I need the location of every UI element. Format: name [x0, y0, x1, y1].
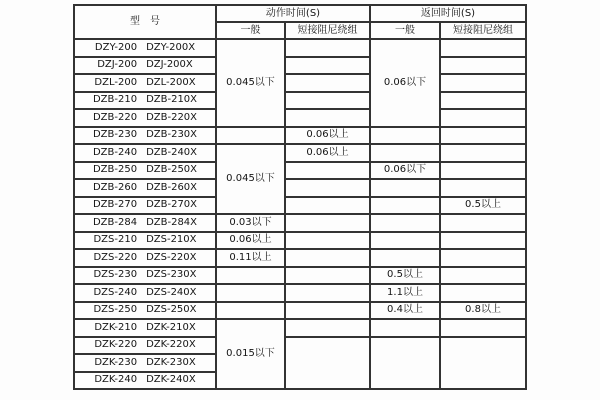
header-return-damping: 短接阻尼绕组 [440, 22, 526, 39]
model-name-x: DZB-240X [146, 146, 198, 158]
model-name: DZK-220 [94, 339, 138, 351]
header-action-general: 一般 [216, 22, 285, 39]
model-name: DZB-250 [92, 164, 138, 176]
model-name-x: DZK-240X [146, 374, 196, 386]
act-damp-cell [285, 337, 370, 390]
model-cell [74, 284, 216, 302]
model-name: DZB-260 [92, 181, 138, 193]
model-cell [74, 372, 216, 390]
act-damp-cell: 0.06以上 [285, 127, 370, 145]
ret-gen-cell: 0.5以上 [370, 267, 440, 285]
ret-damp-cell [440, 319, 526, 337]
act-damp-cell [285, 267, 370, 285]
model-name-x: DZB-270X [146, 199, 198, 211]
ret-damp-cell [440, 162, 526, 180]
ret-gen-cell [370, 144, 440, 162]
header-return-time: 返回时间(S) [370, 5, 526, 22]
table-row [74, 249, 526, 267]
model-name-x: DZS-220X [146, 251, 197, 263]
table-row [74, 39, 526, 57]
ret-damp-cell [440, 144, 526, 162]
ret-damp-cell [440, 284, 526, 302]
act-damp-cell [285, 249, 370, 267]
act-damp-cell [285, 284, 370, 302]
ret-damp-cell [440, 232, 526, 250]
model-name-x: DZL-200X [146, 76, 196, 88]
act-damp-cell [285, 39, 370, 57]
model-cell [74, 109, 216, 127]
table-row [74, 179, 526, 197]
header-return-general: 一般 [370, 22, 440, 39]
table-row [74, 267, 526, 285]
ret-damp-cell [440, 92, 526, 110]
model-name: DZS-210 [93, 234, 138, 246]
act-damp-cell: 0.06以上 [285, 144, 370, 162]
model-cell [74, 232, 216, 250]
header-action-damping: 短接阻尼绕组 [285, 22, 370, 39]
model-name: DZS-220 [93, 251, 138, 263]
act-gen-cell: 0.045以下 [216, 39, 285, 127]
model-cell [74, 214, 216, 232]
table-row [74, 197, 526, 215]
model-cell [74, 127, 216, 145]
model-cell [74, 179, 216, 197]
table-row [74, 302, 526, 320]
model-name: DZB-220 [92, 111, 138, 123]
model-name-x: DZY-200X [146, 41, 196, 53]
model-name: DZK-210 [94, 321, 138, 333]
ret-damp-cell [440, 74, 526, 92]
model-name-x: DZB-230X [146, 129, 198, 141]
table-row [74, 232, 526, 250]
spec-table [73, 4, 527, 390]
ret-damp-cell [440, 39, 526, 57]
act-gen-cell: 0.045以下 [216, 144, 285, 214]
model-name: DZY-200 [94, 41, 138, 53]
ret-damp-cell [440, 179, 526, 197]
act-damp-cell [285, 109, 370, 127]
model-name: DZK-240 [94, 374, 138, 386]
ret-gen-cell: 0.06以下 [370, 162, 440, 180]
table-row [74, 127, 526, 145]
act-damp-cell [285, 214, 370, 232]
model-name: DZL-200 [94, 76, 138, 88]
act-gen-cell [216, 302, 285, 320]
act-gen-cell [216, 267, 285, 285]
ret-gen-cell [370, 319, 440, 337]
ret-damp-cell [440, 249, 526, 267]
table-row [74, 284, 526, 302]
model-cell [74, 354, 216, 372]
model-name: DZB-230 [92, 129, 138, 141]
model-name-x: DZS-230X [146, 269, 197, 281]
ret-gen-cell: 1.1以上 [370, 284, 440, 302]
model-name: DZS-230 [93, 269, 138, 281]
ret-gen-cell [370, 232, 440, 250]
header-row-1 [74, 5, 526, 22]
ret-gen-cell: 0.4以上 [370, 302, 440, 320]
act-damp-cell [285, 162, 370, 180]
model-name: DZB-284 [92, 216, 138, 228]
model-name-x: DZS-250X [146, 304, 197, 316]
header-model: 型 号 [74, 5, 216, 39]
model-name: DZK-230 [94, 356, 138, 368]
act-damp-cell [285, 319, 370, 337]
model-name-x: DZS-210X [146, 234, 197, 246]
model-name-x: DZB-284X [146, 216, 198, 228]
ret-gen-cell [370, 127, 440, 145]
act-gen-cell [216, 284, 285, 302]
ret-damp-cell [440, 267, 526, 285]
model-cell [74, 337, 216, 355]
model-name: DZB-270 [92, 199, 138, 211]
ret-damp-cell [440, 57, 526, 75]
model-cell [74, 249, 216, 267]
ret-damp-cell [440, 214, 526, 232]
ret-gen-cell [370, 179, 440, 197]
act-damp-cell [285, 57, 370, 75]
model-cell [74, 39, 216, 57]
model-name-x: DZB-250X [146, 164, 198, 176]
ret-damp-cell: 0.5以上 [440, 197, 526, 215]
ret-damp-cell [440, 109, 526, 127]
table-row [74, 109, 526, 127]
model-name-x: DZB-260X [146, 181, 198, 193]
model-name-x: DZK-230X [146, 356, 196, 368]
table-row [74, 92, 526, 110]
ret-gen-cell [370, 197, 440, 215]
act-gen-cell: 0.015以下 [216, 319, 285, 389]
model-cell [74, 144, 216, 162]
model-name: DZS-250 [93, 304, 138, 316]
ret-gen-cell [370, 249, 440, 267]
table-row [74, 319, 526, 337]
table-row [74, 57, 526, 75]
table-row [74, 162, 526, 180]
header-action-time: 动作时间(S) [216, 5, 370, 22]
act-damp-cell [285, 74, 370, 92]
model-cell [74, 74, 216, 92]
model-name-x: DZJ-200X [146, 59, 193, 71]
act-gen-cell: 0.03以下 [216, 214, 285, 232]
act-damp-cell [285, 232, 370, 250]
act-damp-cell [285, 197, 370, 215]
ret-damp-cell [440, 127, 526, 145]
table-row [74, 214, 526, 232]
ret-gen-cell [370, 337, 440, 390]
act-gen-cell: 0.06以上 [216, 232, 285, 250]
model-name-x: DZK-220X [146, 339, 196, 351]
model-name-x: DZB-210X [146, 94, 198, 106]
model-name: DZJ-200 [97, 59, 138, 71]
model-name-x: DZS-240X [146, 286, 197, 298]
model-cell [74, 197, 216, 215]
model-cell [74, 319, 216, 337]
act-damp-cell [285, 179, 370, 197]
ret-damp-cell: 0.8以上 [440, 302, 526, 320]
ret-gen-cell: 0.06以下 [370, 39, 440, 127]
table-row [74, 74, 526, 92]
model-cell [74, 302, 216, 320]
act-gen-cell [216, 127, 285, 145]
model-name-x: DZB-220X [146, 111, 198, 123]
ret-gen-cell [370, 214, 440, 232]
model-name: DZB-210 [92, 94, 138, 106]
model-name: DZB-240 [92, 146, 138, 158]
model-name-x: DZK-210X [146, 321, 196, 333]
model-cell [74, 162, 216, 180]
model-cell [74, 92, 216, 110]
ret-damp-cell [440, 337, 526, 390]
table-row [74, 144, 526, 162]
table-row [74, 337, 526, 355]
act-damp-cell [285, 302, 370, 320]
act-damp-cell [285, 92, 370, 110]
act-gen-cell: 0.11以上 [216, 249, 285, 267]
model-name: DZS-240 [93, 286, 138, 298]
model-cell [74, 267, 216, 285]
model-cell [74, 57, 216, 75]
